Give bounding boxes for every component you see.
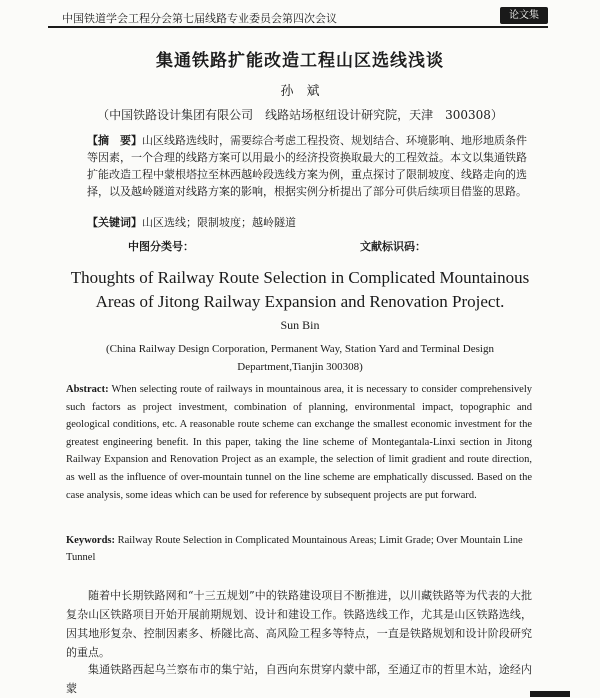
page-corner-mark [530,691,570,697]
body-paragraph: 随着中长期铁路网和“十三五规划”中的铁路建设项目不断推进，以川藏铁路等为代表的大批复杂山区铁路项目开始开展前期规划、设计和建设工作。铁路选线工作，尤其是山区铁路选线，因其地形复杂、控制因素多、桥隧比高、高风险工程多等特点，一直是铁路规划和设计阶段研究的重点。 [66,589,532,659]
chinese-keywords-label: 【关键词】 [87,216,142,229]
english-title-line-1: Thoughts of Railway Route Selection in Complicated Mountainous [70,268,530,287]
proceedings-badge: 论文集 [500,7,548,24]
classification-number-label: 中图分类号： [128,240,194,253]
english-affiliation-line-1: (China Railway Design Corporation, Permanent Way, Station Yard and Terminal Design [106,343,494,355]
chinese-keywords-text: 山区选线；限制坡度；越岭隧道 [142,216,296,229]
chinese-keywords [87,214,527,230]
english-keywords [66,532,532,566]
chinese-abstract [87,132,527,200]
running-header [48,8,548,28]
english-title [40,266,560,314]
english-keywords-label: Keywords: [66,535,115,546]
english-abstract-label: Abstract: [66,384,109,395]
chinese-title: 集通铁路扩能改造工程山区选线浅谈 [156,51,444,71]
english-abstract [66,381,532,504]
body-paragraph: 集通铁路西起乌兰察布市的集宁站，自西向东贯穿内蒙中部，至通辽市的哲里木站，途经内蒙 [66,663,532,695]
english-title-line-2: Areas of Jitong Railway Expansion and Renovation Project. [95,292,505,311]
english-affiliation-line-2: Department,Tianjin 300308) [237,361,363,373]
chinese-affiliation: （中国铁路设计集团有限公司 线路站场枢纽设计研究院，天津 300308） [97,108,503,122]
english-author: Sun Bin [280,318,320,332]
english-affiliation [60,340,540,376]
chinese-author: 孙 斌 [280,84,320,99]
chinese-abstract-text: 山区线路选线时，需要综合考虑工程投资、规划结合、环境影响、地形地质条件等因素，一个合理的线路方案可以用最小的经济投资换取最大的工程效益。本文以集通铁路扩能改造工程中蒙根塔拉至林西越岭段选线方案为例，重点探讨了限制坡度、线路走向的选择，以及越岭隧道对线路方案的影响，根据实例分析提出了部分可供后续项目借鉴的思路。 [87,134,527,198]
document-code-label: 文献标识码： [360,240,426,253]
english-abstract-text: When selecting route of railways in mountainous area, it is necessary to consider comprehensively such factors as project investment, combination of planning, environmental impact, topographic and geological conditions, etc. A reasonable route scheme can exchange the smallest economic investment for the greatest engineering benefit. In this paper, taking the line scheme of Montegantala-Linxi section in Jitong Railway Expansion and Renovation Project as an example, the selection of limit gradient and route direction, as well as the influence of over-mountain tunnel on the line scheme are emphatically discussed. Based on the case analysis, some ideas which can be used for reference by subsequent projects are put forward. [66,384,532,501]
journal-name: 中国铁道学会工程分会第七届线路专业委员会第四次会议 [62,12,337,25]
english-keywords-text: Railway Route Selection in Complicated Mountainous Areas; Limit Grade; Over Mountain Line Tunnel [66,535,523,563]
chinese-abstract-label: 【摘 要】 [87,134,142,147]
